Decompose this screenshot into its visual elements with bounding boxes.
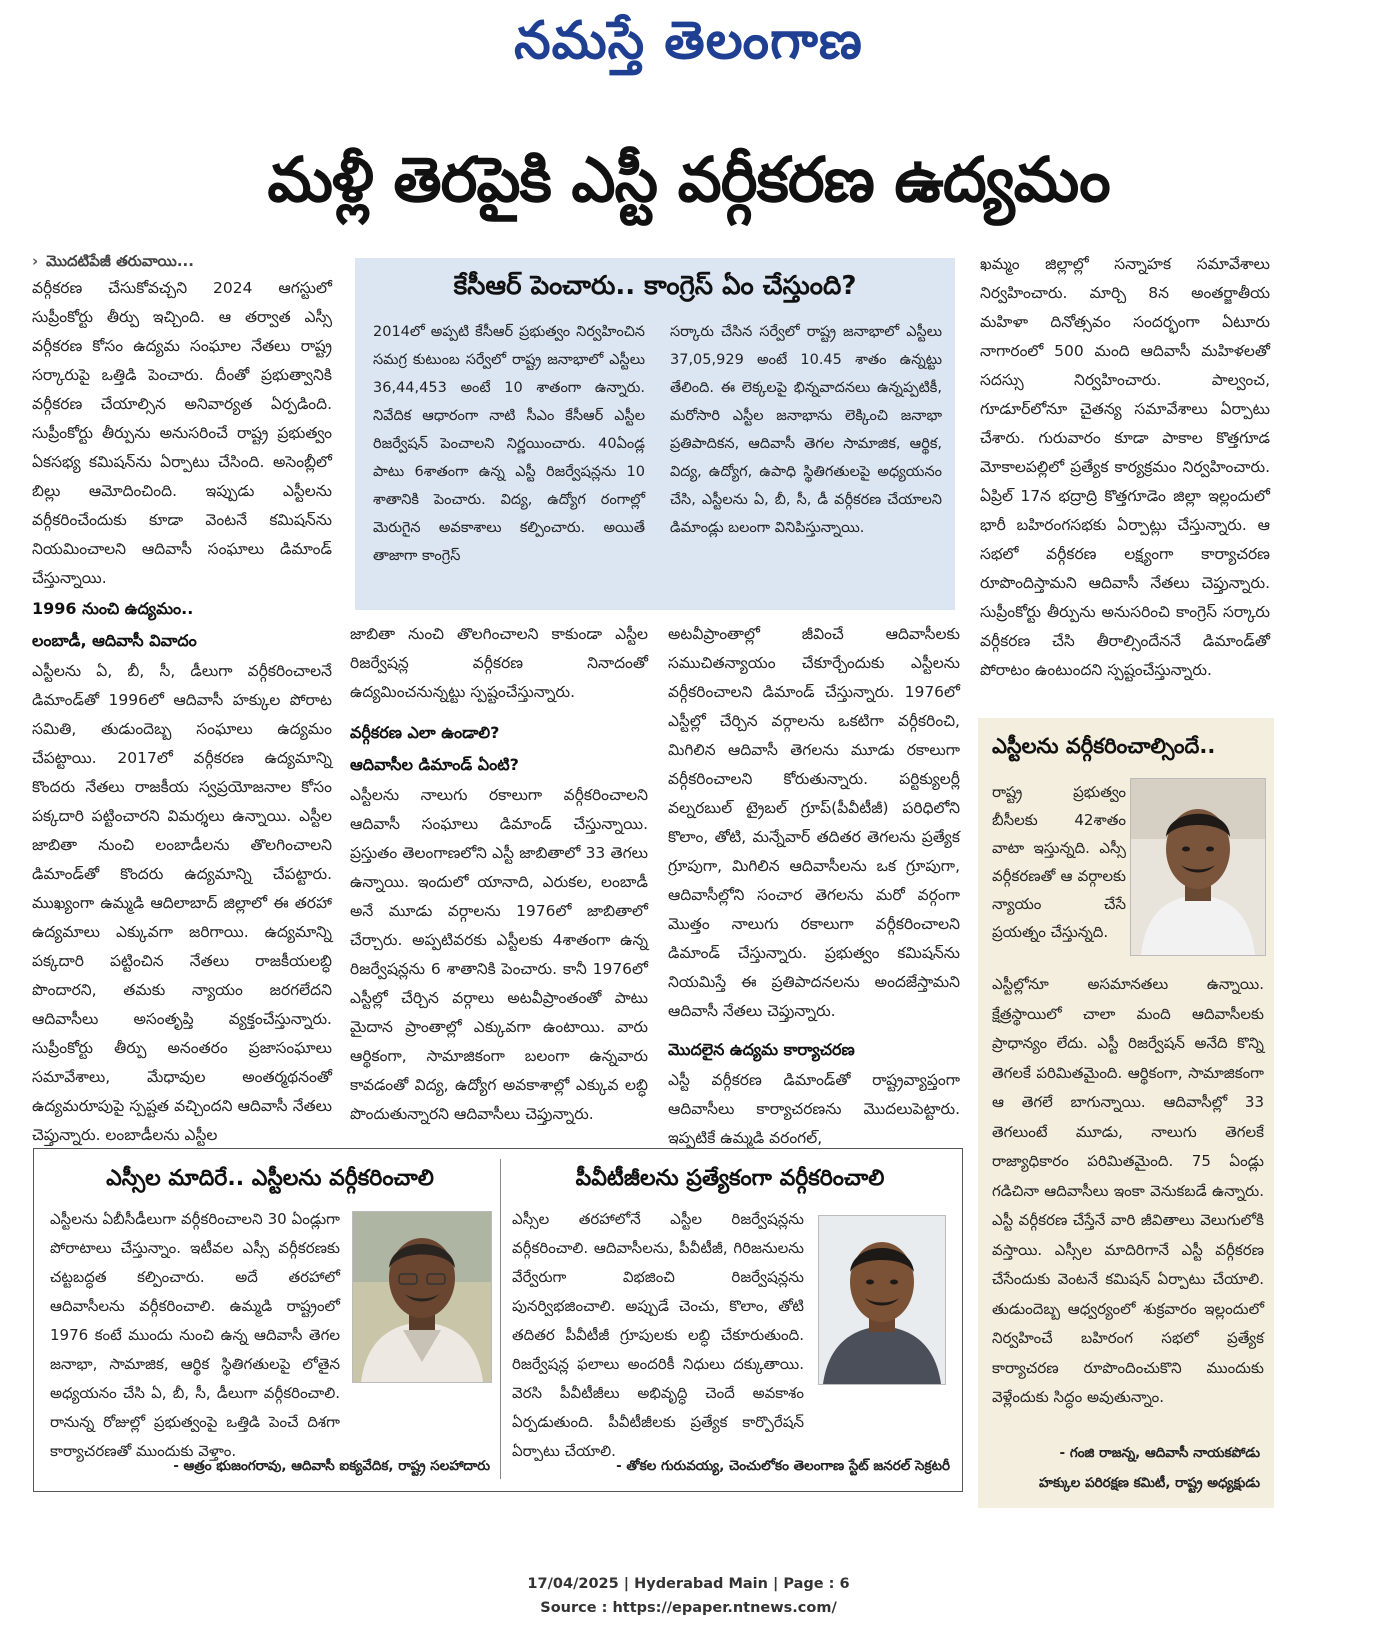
photo-tokala-guruvaiah xyxy=(818,1215,946,1385)
photo-ganji-rajanna xyxy=(1130,778,1266,956)
col1-subheading-1: 1996 నుంచి ఉద్యమం.. xyxy=(32,599,194,618)
column-2 xyxy=(350,620,648,1130)
side-box xyxy=(978,718,1274,1508)
col1-para2: ఎస్టీలను ఏ, బీ, సీ, డీలుగా వర్గీకరించాలనే డిమాండ్‌తో 1996లో ఆదివాసీ హక్కుల పోరాట సమితి, తుడుందెబ్బ సంఘాలు ఉద్యమం చేపట్టాయి. 2017లో వర్గీకరణ ఉద్యమాన్ని కొందరు నేతలు రాజకీయ స్వప్రయోజనాల కోసం పక్కదారి పట్టించారని విమర్శలు ఉన్నాయి. ఎస్టీల జాబితా నుంచి లంబాడీలను తొలగించాలని డిమాండ్‌తో కొందరు ఉద్యమాన్ని చేపట్టారు. ముఖ్యంగా ఉమ్మడి ఆదిలాబాద్ జిల్లాలో ఈ తరహా ఉద్యమాలు ఎక్కువగా జరిగాయి. ఉద్యమాన్ని పక్కదారి పట్టించిన నేతలు రాజకీయలబ్ధి పొందారని, తమకు న్యాయం జరగలేదని ఆదివాసీలు అసంతృప్తి వ్యక్తంచేస్తున్నారు. సుప్రీంకోర్టు తీర్పు అనంతరం ప్రజాసంఘాలు సమావేశాలు, మేధావుల అంతర్మథనంతో ఉద్యమరూపుపై స్పష్టత వచ్చిందని ఆదివాసీ నేతలు చెప్తున్నారు. లంబాడీలను ఎస్టీల xyxy=(32,662,332,1144)
photo-atram-bhujangarao xyxy=(352,1211,492,1383)
col2-subheading-2: ఆదివాసీల డిమాండ్ ఏంటి? xyxy=(350,755,519,774)
col3-para2: ఎస్టీ వర్గీకరణ డిమాండ్‌తో రాష్ట్రవ్యాప్తంగా ఆదివాసీలు కార్యాచరణను మొదలుపెట్టారు. ఇప్పటికే ఉమ్మడి వరంగల్, xyxy=(668,1071,960,1147)
col2-subheading-1: వర్గీకరణ ఎలా ఉండాలి? xyxy=(350,723,500,742)
footer-source-line: Source : https://epaper.ntnews.com/ xyxy=(540,1600,837,1616)
bottom-right-body: ఎస్సీల తరహాలోనే ఎస్టీల రిజర్వేషన్లను వర్గీకరించాలి. ఆదివాసీలను, పీవీటీజీ, గిరిజనులను వేర్వేరుగా విభజించి రిజర్వేషన్లను పునర్విభజించాలి. అప్పుడే చెంచు, కొలాం, తోటి తదితర పీవీటీజీ గ్రూపులకు లబ్ధి చేకూరుతుంది. రిజర్వేషన్ల ఫలాలు అందరికీ నిధులు దక్కుతాయి. వెరసి పీవీటీజీలు అభివృద్ధి చెందే అవకాశం ఏర్పడుతుంది. పీవీటీజీలకు ప్రత్యేక కార్పొరేషన్ ఏర్పాటు చేయాలి. xyxy=(512,1210,804,1460)
side-box-quote-line1: - గంజి రాజన్న, ఆదివాసీ నాయకపోడు xyxy=(1059,1445,1260,1461)
footer-date-line: 17/04/2025 | Hyderabad Main | Page : 6 xyxy=(527,1576,850,1592)
bottom-left-quote: - ఆత్రం భుజంగరావు, ఆదివాసీ ఐక్యవేదిక, రాష్ట్ర సలహాదారు xyxy=(173,1458,490,1474)
masthead-logo: నమస్తే తెలంగాణ xyxy=(514,10,863,71)
column-1 xyxy=(32,248,332,1148)
col4-para1: ఖమ్మం జిల్లాల్లో సన్నాహక సమావేశాలు నిర్వహించారు. మార్చి 8న అంతర్జాతీయ మహిళా దినోత్సవం సందర్భంగా ఏటూరు నాగారంలో 500 మంది ఆదివాసీ మహిళలతో సదస్సు నిర్వహించారు. పాల్వంచ, గూడూర్‌లోనూ చైతన్య సమావేశాలు ఏర్పాటు చేశారు. గురువారం కూడా పాకాల కొత్తగూడ మోకాలపల్లిలో ప్రత్యేక కార్యక్రమం నిర్వహించారు. ఏప్రిల్ 17న భద్రాద్రి కొత్తగూడెం జిల్లా ఇల్లందులో భారీ బహిరంగసభకు ఏర్పాట్లు చేస్తున్నారు. ఆ సభలో వర్గీకరణ లక్ష్యంగా కార్యాచరణ రూపొందిస్తామని ఆదివాసీ నేతలు చెప్తున్నారు. సుప్రీంకోర్టు తీర్పును అనుసరించి కాంగ్రెస్ సర్కారు వర్గీకరణ చేసి తీరాల్సిందేననే డిమాండ్‌తో పోరాటం ఉంటుందని స్పష్టంచేస్తున్నారు. xyxy=(980,255,1270,679)
column-3 xyxy=(668,620,960,1147)
side-box-body-top: రాష్ట్ర ప్రభుత్వం బీసీలకు 42శాతం వాటా ఇస్తున్నది. ఎస్సీ వర్గీకరణతో ఆ వర్గాలకు న్యాయం చేసే ప్రయత్నం చేస్తున్నది. xyxy=(992,783,1126,941)
column-4 xyxy=(980,250,1270,708)
bottom-right-title: పీవీటీజీలను ప్రత్యేకంగా వర్గీకరించాలి xyxy=(575,1166,885,1191)
col3-para1: అటవీప్రాంతాల్లో జీవించే ఆదివాసీలకు సముచితన్యాయం చేకూర్చేందుకు ఎస్టీలను వర్గీకరించాలని డిమాండ్ చేస్తున్నారు. 1976లో ఎస్టీల్లో చేర్చిన వర్గాలను ఒకటిగా వర్గీకరించి, మిగిలిన ఆదివాసీ తెగలను మూడు రకాలుగా వర్గీకరించాలని కోరుతున్నారు. పర్టిక్యులర్లీ వల్నరబుల్ ట్రైబల్ గ్రూప్(పీవీటీజీ) పరిధిలోని కొలాం, తోటి, మన్నేవార్ తదితర తెగలను ప్రత్యేక గ్రూపుగా, మిగిలిన ఆదివాసీలను ఒక గ్రూపుగా, ఆదివాసీల్లోని సంచార తెగలను మరో వర్గంగా మొత్తం నాలుగు రకాలుగా వర్గీకరించాలని డిమాండ్ చేస్తున్నారు. ప్రభుత్వం కమిషన్‌ను నియమిస్తే ఈ ప్రతిపాదనలను అందజేస్తామని ఆదివాసీ నేతలు చెప్తున్నారు. xyxy=(668,625,960,1020)
continued-text: మొదటిపేజీ తరువాయి... xyxy=(46,252,194,270)
bottom-left-title: ఎస్సీల మాదిరే.. ఎస్టీలను వర్గీకరించాలి xyxy=(106,1166,434,1191)
kcr-box-title: కేసీఆర్ పెంచారు.. కాంగ్రెస్ ఏం చేస్తుంది? xyxy=(453,271,857,301)
col2-para2: ఎస్టీలను నాలుగు రకాలుగా వర్గీకరించాలని ఆదివాసీ సంఘాలు డిమాండ్ చేస్తున్నాయి. ప్రస్తుతం తెలంగాణలోని ఎస్టీ జాబితాలో 33 తెగలు ఉన్నాయి. ఇందులో యానాది, ఎరుకల, లంబాడీ అనే మూడు వర్గాలను 1976లో జాబితాలో చేర్చారు. అప్పటివరకు ఎస్టీలకు 4శాతంగా ఉన్న రిజర్వేషన్లను 6 శాతానికి పెంచారు. కానీ 1976లో ఎస్టీల్లో చేర్చిన వర్గాలు అటవీప్రాంతంతో పాటు మైదాన ప్రాంతాల్లో ఎక్కువగా ఉంటాయి. వారు ఆర్థికంగా, సామాజికంగా బలంగా ఉన్నవారు కావడంతో విద్య, ఉద్యోగ అవకాశాల్లో ఎక్కువ లబ్ధి పొందుతున్నారని ఆదివాసీలు చెప్తున్నారు. xyxy=(350,786,648,1123)
side-box-title: ఎస్టీలను వర్గీకరించాల్సిందే.. xyxy=(992,734,1216,758)
chevron-right-icon: › xyxy=(32,252,39,270)
col2-para1: జాబితా నుంచి తొలగించాలని కాకుండా ఎస్టీల రిజర్వేషన్ల వర్గీకరణ నినాదంతో ఉద్యమించనున్నట్టు స్పష్టంచేస్తున్నారు. xyxy=(350,625,648,701)
col1-para1: వర్గీకరణ చేసుకోవచ్చని 2024 ఆగస్టులో సుప్రీంకోర్టు తీర్పు ఇచ్చింది. ఆ తర్వాత ఎస్సీ వర్గీకరణ కోసం ఉద్యమ సంఘాల నేతలు రాష్ట్ర సర్కారుపై ఒత్తిడి పెంచారు. దీంతో ప్రభుత్వానికి వర్గీకరణ చేయాల్సిన అనివార్యత ఏర్పడింది. సుప్రీంకోర్టు తీర్పును అనుసరించే రాష్ట్ర ప్రభుత్వం ఏకసభ్య కమిషన్‌ను ఏర్పాటు చేసింది. అసెంబ్లీలో బిల్లు ఆమోదించింది. ఇప్పుడు ఎస్టీలను వర్గీకరించేందుకు కూడా వెంటనే కమిషన్‌ను నియమించాలని ఆదివాసీ సంఘాలు డిమాండ్ చేస్తున్నాయి. xyxy=(32,279,332,587)
bottom-box xyxy=(33,1148,963,1492)
kcr-box-right: సర్కారు చేసిన సర్వేలో రాష్ట్ర జనాభాలో ఎస్టీలు 37,05,929 అంటే 10.45 శాతం ఉన్నట్టు తేలింది. ఈ లెక్కలపై భిన్నవాదనలు ఉన్నప్పటికీ, మరోసారి ఎస్టీల జనాభాను లెక్కించి జనాభా ప్రతిపాదికన, ఆదివాసీ తెగల సామాజిక, ఆర్థిక, విద్య, ఉద్యోగ, ఉపాధి స్థితిగతులపై అధ్యయనం చేసి, ఎస్టీలను ఏ, బీ, సీ, డీ వర్గీకరణ చేయాలని డిమాండ్లు బలంగా వినిపిస్తున్నాయి. xyxy=(670,324,942,536)
bottom-divider xyxy=(500,1159,501,1479)
col3-subheading: మొదలైన ఉద్యమ కార్యాచరణ xyxy=(668,1040,855,1059)
continued-label xyxy=(32,248,332,274)
bottom-left-body: ఎస్టీలను ఏబీసీడీలుగా వర్గీకరించాలని 30 ఏండ్లుగా పోరాటాలు చేస్తున్నాం. ఇటీవల ఎస్సీ వర్గీకరణకు చట్టబద్ధత కల్పించారు. అదే తరహాలో ఆదివాసీలను వర్గీకరించాలి. ఉమ్మడి రాష్ట్రంలో 1976 కంటే ముందు నుంచి ఉన్న ఆదివాసీ తెగల జనాభా, సామాజిక, ఆర్థిక స్థితిగతులపై లోతైన అధ్యయనం చేసి ఏ, బీ, సీ, డీలుగా వర్గీకరించాలి. రానున్న రోజుల్లో ప్రభుత్వంపై ఒత్తిడి పెంచే దిశగా కార్యాచరణతో ముందుకు వెళ్తాం. xyxy=(50,1210,340,1460)
kcr-box-left: 2014లో అప్పటి కేసీఆర్ ప్రభుత్వం నిర్వహించిన సమగ్ర కుటుంబ సర్వేలో రాష్ట్ర జనాభాలో ఎస్టీలు 36,44,453 అంటే 10 శాతంగా ఉన్నారు. నివేదిక ఆధారంగా నాటి సీఎం కేసీఆర్ ఎస్టీల రిజర్వేషన్ పెంచాలని నిర్ణయించారు. 40ఏండ్ల పాటు 6శాతంగా ఉన్న ఎస్టీ రిజర్వేషన్లను 10 శాతానికి పెంచారు. విద్య, ఉద్యోగ రంగాల్లో మెరుగైన అవకాశాలు కల్పించారు. అయితే తాజాగా కాంగ్రెస్ xyxy=(373,324,645,564)
bottom-right-quote: - తోకల గురువయ్య, చెంచులోకం తెలంగాణ స్టేట్ జనరల్ సెక్రటరీ xyxy=(616,1458,950,1474)
kcr-box xyxy=(355,258,955,610)
side-box-quote-line2: హక్కుల పరిరక్షణ కమిటీ, రాష్ట్ర అధ్యక్షుడు xyxy=(1038,1475,1260,1491)
side-box-body: ఎస్టీల్లోనూ అసమానతలు ఉన్నాయి. క్షేత్రస్థాయిలో చాలా మంది ఆదివాసీలకు ప్రాధాన్యం లేదు. ఎస్టీ రిజర్వేషన్ అనేది కొన్ని తెగలకే పరిమితమైంది. ఆర్థికంగా, సామాజికంగా ఆ తెగలే బాగున్నాయి. ఆదివాసీల్లో 33 తెగలుంటే మూడు, నాలుగు తెగలకే రాజ్యాధికారం పరిమితమైంది. 75 ఏండ్లు గడిచినా ఆదివాసీలు ఇంకా వెనుకబడే ఉన్నారు. ఎస్టీ వర్గీకరణ చేస్తేనే వారి జీవితాలు వెలుగులోకి వస్తాయి. ఎస్సీల మాదిరిగానే ఎస్టీ వర్గీకరణ చేసేందుకు వెంటనే కమిషన్ ఏర్పాటు చేయాలి. తుడుందెబ్బ ఆధ్వర్యంలో శుక్రవారం ఇల్లందులో నిర్వహించే బహిరంగ సభలో ప్రత్యేక కార్యాచరణ రూపొందించుకొని ముందుకు వెళ్లేందుకు సిద్ధం అవుతున్నాం. xyxy=(992,975,1264,1406)
col1-subheading-2: లంబాడీ, ఆదివాసీ వివాదం xyxy=(32,631,197,650)
headline: మళ్లీ తెరపైకి ఎస్టీ వర్గీకరణ ఉద్యమం xyxy=(267,143,1110,216)
